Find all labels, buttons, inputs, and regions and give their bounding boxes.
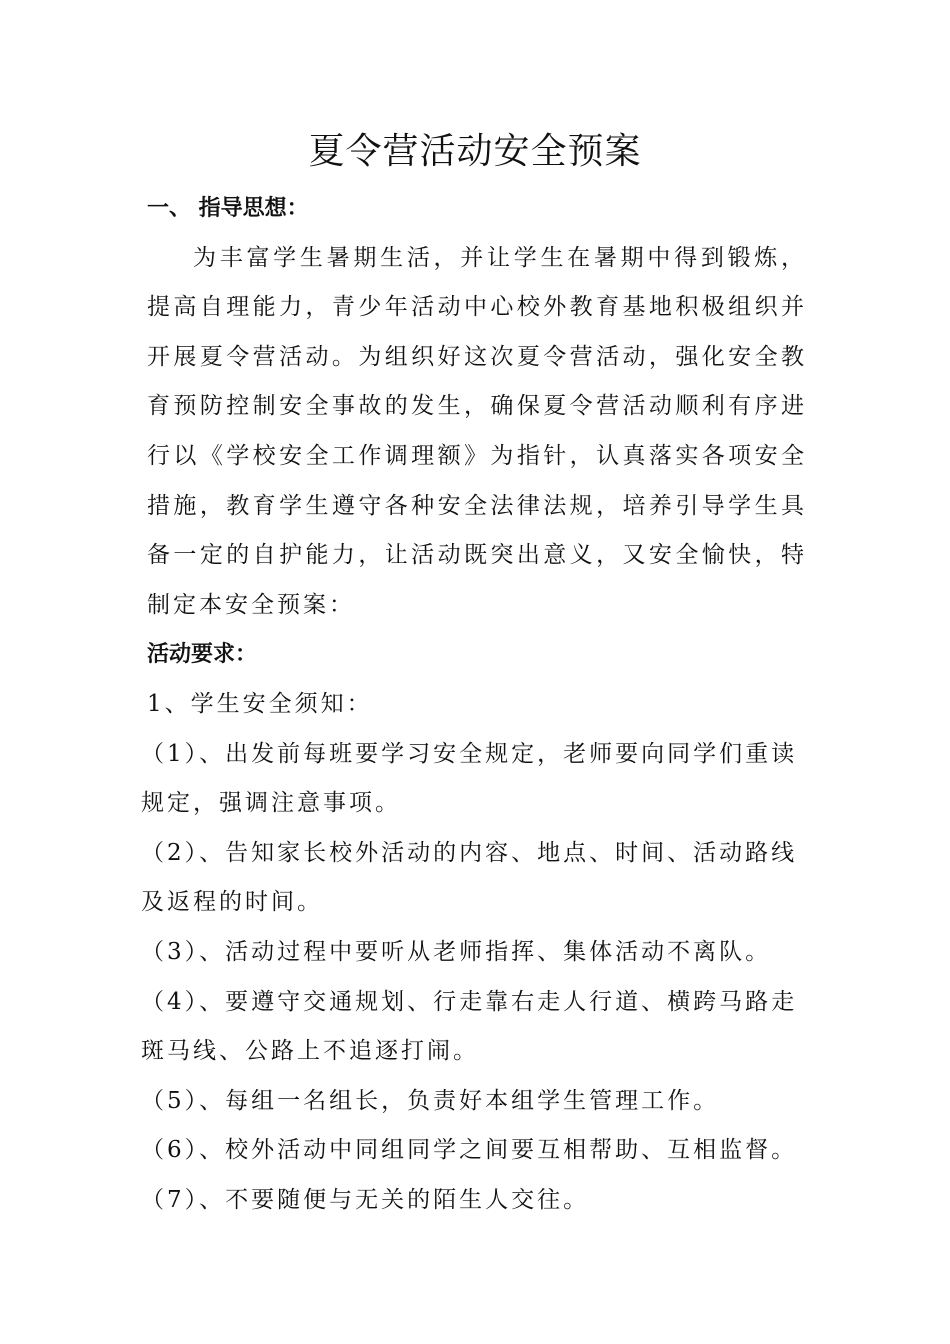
list-item: （5）、每组一名组长，负责好本组学生管理工作。	[141, 1087, 720, 1114]
subsection-heading-safety-notice: 1、学生安全须知：	[147, 690, 373, 717]
document-body	[141, 184, 807, 1225]
list-item: （3）、活动过程中要听从老师指挥、集体活动不离队。	[141, 938, 772, 965]
list-item: （1）、出发前每班要学习安全规定，老师要向同学们重读规定，强调注意事项。	[141, 740, 798, 817]
document-title: 夏令营活动安全预案	[308, 131, 642, 172]
list-item: （7）、不要随便与无关的陌生人交往。	[141, 1186, 590, 1213]
list-item: （4）、要遵守交通规划、行走靠右走人行道、横跨马路走斑马线、公路上不追逐打闹。	[141, 988, 798, 1065]
list-item: （2）、告知家长校外活动的内容、地点、时间、活动路线及返程的时间。	[141, 839, 798, 916]
section-heading-guiding-ideology: 一、 指导思想：	[147, 196, 309, 221]
section-heading-activity-requirements: 活动要求：	[147, 642, 258, 668]
list-item: （6）、校外活动中同组同学之间要互相帮助、互相监督。	[141, 1137, 798, 1164]
guiding-ideology-paragraph: 为丰富学生暑期生活，并让学生在暑期中得到锻炼，提高自理能力，青少年活动中心校外教育基地积极组织并开展夏令营活动。为组织好这次夏令营活动，强化安全教育预防控制安全事故的发生，确保夏令营活动顺利有序进行以《学校安全工作调理额》为指针，认真落实各项安全措施，教育学生遵守各种安全法律法规，培养引导学生具备一定的自护能力，让活动既突出意义，又安全愉快，特制定本安全预案：	[147, 244, 807, 618]
